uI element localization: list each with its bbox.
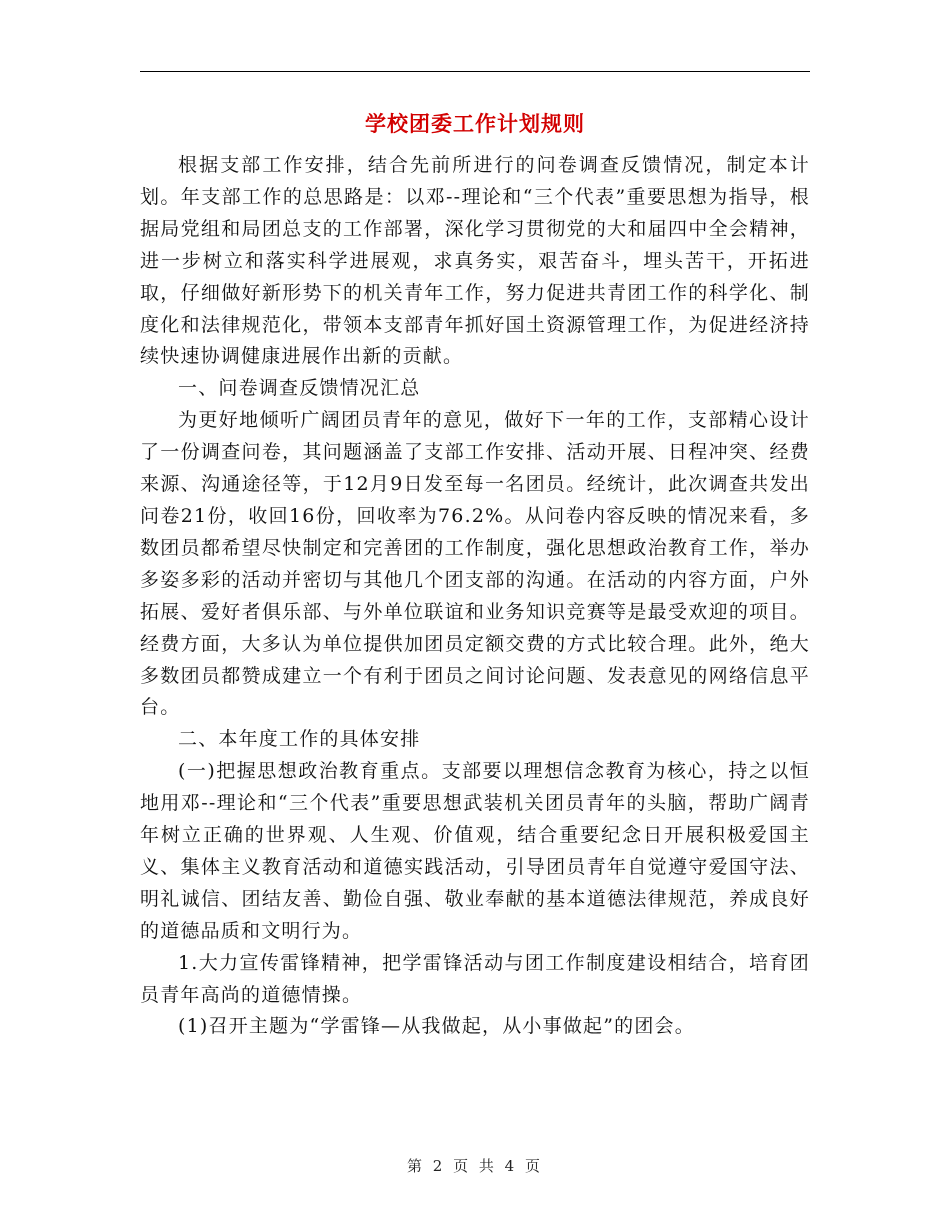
plan-subitem-1-paragraph: 1.大力宣传雷锋精神，把学雷锋活动与团工作制度建设相结合，培育团员青年高尚的道德情操。 (140, 951, 810, 1006)
survey-paragraph: 为更好地倾听广阔团员青年的意见，做好下一年的工作，支部精心设计了一份调查问卷，其问题涵盖了支部工作安排、活动开展、日程冲突、经费来源、沟通途径等，于12月9日发至每一名团员。经统计，此次调查共发出问卷21份，收回16份，回收率为76.2%。从问卷内容反映的情况来看，多数团员都希望尽快制定和完善团的工作制度，强化思想政治教育工作，举办多姿多彩的活动并密切与其他几个团支部的沟通。在活动的内容方面，户外拓展、爱好者俱乐部、与外单位联谊和业务知识竞赛等是最受欢迎的项目。经费方面，大多认为单位提供加团员定额交费的方式比较合理。此外，绝大多数团员都赞成建立一个有利于团员之间讨论问题、发表意见的网络信息平台。 (140, 409, 810, 719)
page-footer: 第 2 页 共 4 页 (407, 1157, 543, 1175)
plan-item-1-paragraph: (一)把握思想政治教育重点。支部要以理想信念教育为核心，持之以恒地用邓--理论和“三个代表”重要思想武装机关团员青年的头脑，帮助广阔青年树立正确的世界观、人生观、价值观，结合重要纪念日开展积极爱国主义、集体主义教育活动和道德实践活动，引导团员青年自觉遵守爱国守法、明礼诚信、团结友善、勤俭自强、敬业奉献的基本道德法律规范，养成良好的道德品质和文明行为。 (140, 760, 810, 942)
header-rule (140, 71, 810, 72)
document-title: 学校团委工作计划规则 (365, 111, 585, 136)
intro-paragraph: 根据支部工作安排，结合先前所进行的问卷调查反馈情况，制定本计划。年支部工作的总思路是：以邓--理论和“三个代表”重要思想为指导，根据局党组和局团总支的工作部署，深化学习贯彻党的大和届四中全会精神，进一步树立和落实科学进展观，求真务实，艰苦奋斗，埋头苦干，开拓进取，仔细做好新形势下的机关青年工作，努力促进共青团工作的科学化、制度化和法律规范化，带领本支部青年抓好国土资源管理工作，为促进经济持续快速协调健康进展作出新的贡献。 (140, 154, 810, 368)
section-heading-plan: 二、本年度工作的具体安排 (178, 728, 421, 751)
document-body (140, 150, 810, 1043)
section-heading-survey: 一、问卷调查反馈情况汇总 (178, 377, 421, 400)
plan-subitem-1-1-paragraph: (1)召开主题为“学雷锋—从我做起，从小事做起”的团会。 (178, 1015, 695, 1038)
